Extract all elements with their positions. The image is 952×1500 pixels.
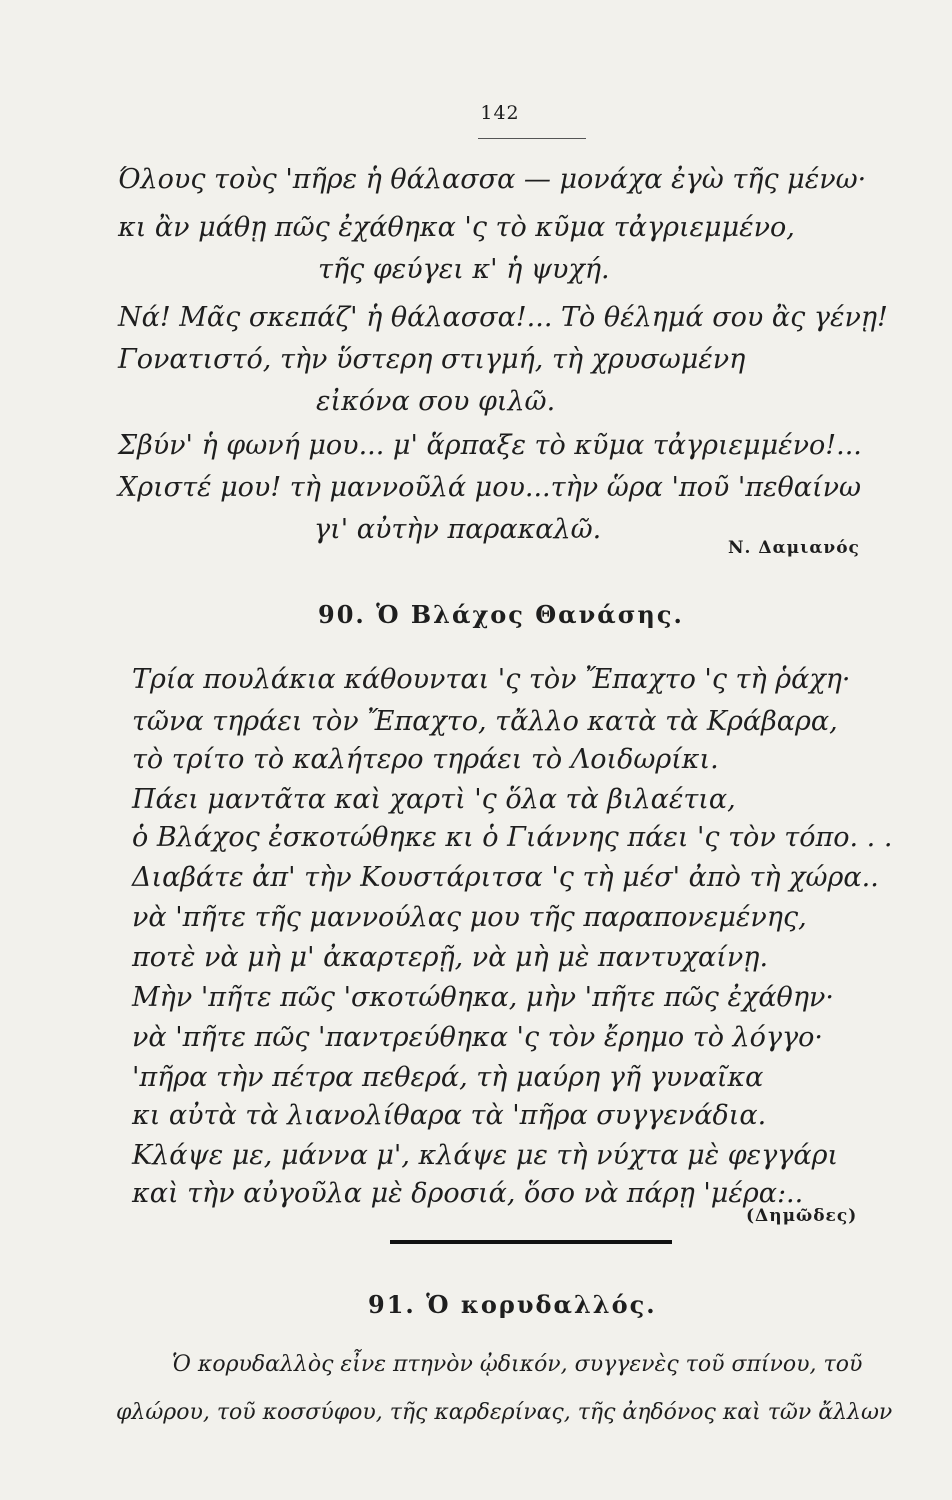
poem-1-line: Σβύν' ἡ φωνή μου... μ' ἅρπαξε τὸ κῦμα τἀγριεμμένο!... (118, 430, 862, 461)
section-divider (390, 1240, 672, 1244)
poem-2-line: Μὴν 'πῆτε πῶς 'σκοτώθηκα, μὴν 'πῆτε πῶς ἐχάθην· (132, 982, 834, 1013)
poem-2-line: τῶνα τηράει τὸν Ἔπαχτο, τἄλλο κατὰ τὰ Κράβαρα, (132, 706, 838, 737)
poem-2-line: νὰ 'πῆτε τῆς μαννούλας μου τῆς παραπονεμένης, (132, 902, 807, 933)
paragraph-line: Ὁ κορυδαλλὸς εἶνε πτηνὸν ᾠδικόν, συγγενὲς τοῦ σπίνου, τοῦ (172, 1352, 863, 1377)
poem-1-line: Όλους τοὺς 'πῆρε ἡ θάλασσα — μονάχα ἐγὼ τῆς μένω· (118, 164, 867, 195)
poem-2-line: ποτὲ νὰ μὴ μ' ἀκαρτερῇ, νὰ μὴ μὲ παντυχαίνῃ. (132, 942, 769, 973)
poem-2-line: ὁ Βλάχος ἐσκοτώθηκε κι ὁ Γιάννης πάει 'ς τὸν τόπο. . . (132, 822, 893, 853)
poem-1-line: Νά! Μᾶς σκεπάζ' ἡ θάλασσα!... Τὸ θέλημά σου ἂς γένῃ! (118, 302, 888, 333)
poem-1-author: Ν. Δαμιανός (728, 538, 860, 558)
page-number: 142 (480, 102, 520, 124)
poem-2-line: 'πῆρα τὴν πέτρα πεθερά, τὴ μαύρη γῆ γυναῖκα (132, 1062, 764, 1093)
poem-2-source: (Δημῶδες) (746, 1206, 858, 1226)
poem-2-heading: 90. Ὁ Βλάχος Θανάσης. (318, 600, 684, 629)
poem-2-line: νὰ 'πῆτε πῶς 'παντρεύθηκα 'ς τὸν ἔρημο τὸ λόγγο· (132, 1022, 824, 1053)
paragraph-line: φλώρου, τοῦ κοσσύφου, τῆς καρδερίνας, τῆς ἀηδόνος καὶ τῶν ἄλλων (116, 1400, 893, 1425)
poem-2-line: τὸ τρίτο τὸ καλήτερο τηράει τὸ Λοιδωρίκι. (132, 744, 719, 775)
poem-2-line: Κλάψε με, μάννα μ', κλάψε με τὴ νύχτα μὲ φεγγάρι (132, 1140, 839, 1171)
poem-1-line: Γονατιστό, τὴν ὕστερη στιγμή, τὴ χρυσωμένη (118, 344, 746, 375)
poem-2-line: Τρία πουλάκια κάθουνται 'ς τὸν Ἔπαχτο 'ς τὴ ῥάχη· (132, 664, 851, 695)
poem-1-line: γι' αὐτὴν παρακαλῶ. (314, 514, 602, 545)
section-91-heading: 91. Ὁ κορυδαλλός. (368, 1290, 657, 1319)
page-number-rule (478, 138, 586, 139)
poem-1-line: τῆς φεύγει κ' ἡ ψυχή. (318, 254, 610, 285)
poem-2-line: κι αὐτὰ τὰ λιανολίθαρα τὰ 'πῆρα συγγενάδια. (132, 1100, 767, 1131)
poem-1-line: εἰκόνα σου φιλῶ. (316, 386, 556, 417)
poem-2-line: καὶ τὴν αὐγοῦλα μὲ δροσιά, ὅσο νὰ πάρῃ 'μέρα:.. (132, 1178, 804, 1209)
poem-1-line: κι ἂν μάθῃ πῶς ἐχάθηκα 'ς τὸ κῦμα τἀγριεμμένο, (118, 212, 795, 243)
poem-2-line: Πάει μαντᾶτα καὶ χαρτὶ 'ς ὅλα τὰ βιλαέτια, (132, 784, 736, 815)
poem-2-line: Διαβάτε ἀπ' τὴν Κουστάριτσα 'ς τὴ μέσ' ἀπὸ τὴ χώρα.. (132, 862, 879, 893)
poem-1-line: Χριστέ μου! τὴ μαννοῦλά μου...τὴν ὥρα 'ποῦ 'πεθαίνω (118, 472, 862, 503)
